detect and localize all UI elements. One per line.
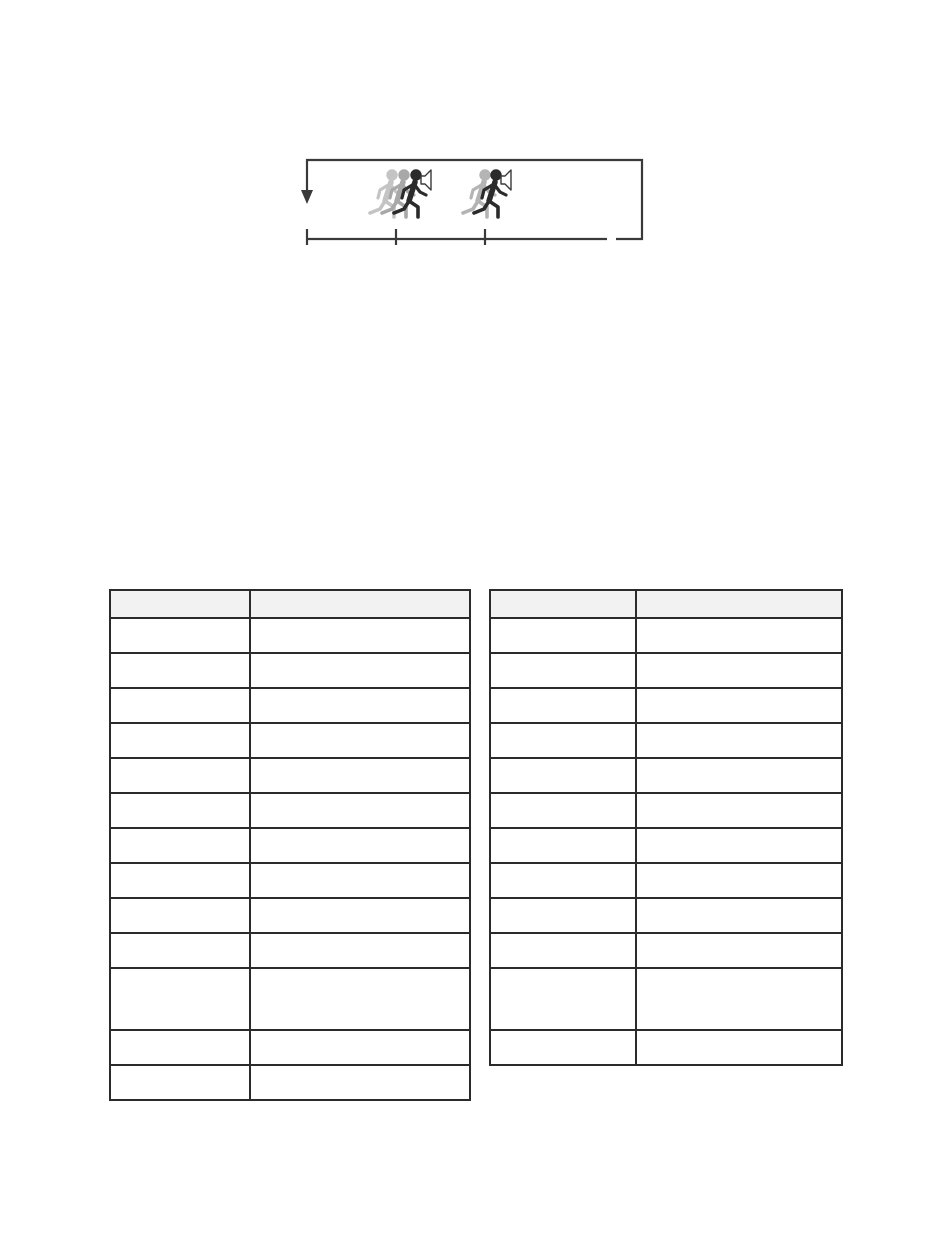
- table-cell: [250, 653, 470, 688]
- table-cell: [490, 758, 636, 793]
- table-cell: [250, 898, 470, 933]
- table-cell: [250, 618, 470, 653]
- table-cell: [110, 793, 250, 828]
- table-cell: [490, 933, 636, 968]
- timeline-axis: [307, 229, 607, 245]
- table-cell: [110, 688, 250, 723]
- table-header-row: [110, 590, 470, 618]
- motion-alarm-timeline-diagram: [290, 150, 660, 260]
- table-cell: [636, 723, 842, 758]
- left-table: [109, 589, 471, 1101]
- table-cell: [110, 653, 250, 688]
- table-cell: [250, 688, 470, 723]
- table-header-cell: [490, 590, 636, 618]
- table-cell: [250, 723, 470, 758]
- table-row: [110, 688, 470, 723]
- table-cell: [490, 793, 636, 828]
- table-cell: [490, 863, 636, 898]
- table-row: [490, 863, 842, 898]
- table-row: [110, 898, 470, 933]
- table-cell: [250, 933, 470, 968]
- table-cell: [110, 933, 250, 968]
- table-cell: [250, 1030, 470, 1065]
- table-row: [490, 723, 842, 758]
- table-cell: [490, 723, 636, 758]
- speaker-icon: [501, 170, 511, 190]
- table-row: [110, 723, 470, 758]
- table-cell: [490, 653, 636, 688]
- table-cell: [490, 688, 636, 723]
- table-cell: [636, 688, 842, 723]
- table-row: [490, 933, 842, 968]
- table-cell: [636, 758, 842, 793]
- table-cell: [250, 863, 470, 898]
- table-row: [490, 793, 842, 828]
- table-cell: [490, 898, 636, 933]
- table-cell: [636, 653, 842, 688]
- table-cell: [490, 618, 636, 653]
- table-row: [110, 758, 470, 793]
- table-cell: [490, 828, 636, 863]
- table-row: [490, 828, 842, 863]
- table-header-cell: [250, 590, 470, 618]
- table-row: [110, 653, 470, 688]
- table-cell: [636, 1030, 842, 1065]
- table-cell: [110, 618, 250, 653]
- table-cell: [110, 758, 250, 793]
- table-cell: [636, 933, 842, 968]
- table-row: [110, 1030, 470, 1065]
- table-row: [110, 1065, 470, 1100]
- right-table: [489, 589, 843, 1066]
- table-row: [490, 758, 842, 793]
- table-cell: [636, 828, 842, 863]
- table-row: [110, 618, 470, 653]
- table-header-cell: [110, 590, 250, 618]
- table-header-cell: [636, 590, 842, 618]
- table-cell: [110, 1030, 250, 1065]
- table-cell: [110, 1065, 250, 1100]
- table-row: [110, 793, 470, 828]
- table-row: [110, 863, 470, 898]
- table-row: [490, 968, 842, 1030]
- table-row: [110, 828, 470, 863]
- table-row: [490, 1030, 842, 1065]
- table-row: [490, 898, 842, 933]
- table-cell: [636, 618, 842, 653]
- table-cell: [110, 898, 250, 933]
- table-cell: [636, 968, 842, 1030]
- table-cell: [110, 968, 250, 1030]
- table-cell: [250, 1065, 470, 1100]
- table-row: [490, 688, 842, 723]
- table-cell: [636, 863, 842, 898]
- loop-arrowhead: [301, 190, 313, 204]
- table-row: [490, 653, 842, 688]
- table-header-row: [490, 590, 842, 618]
- loop-arrow-icon: [307, 160, 642, 239]
- table-row: [110, 933, 470, 968]
- table-cell: [636, 793, 842, 828]
- table-cell: [250, 828, 470, 863]
- table-cell: [490, 968, 636, 1030]
- table-cell: [490, 1030, 636, 1065]
- table-cell: [250, 793, 470, 828]
- table-cell: [250, 968, 470, 1030]
- speaker-icon: [421, 170, 431, 190]
- table-cell: [250, 758, 470, 793]
- table-row: [490, 618, 842, 653]
- table-cell: [636, 898, 842, 933]
- table-cell: [110, 828, 250, 863]
- table-cell: [110, 723, 250, 758]
- table-cell: [110, 863, 250, 898]
- table-row: [110, 968, 470, 1030]
